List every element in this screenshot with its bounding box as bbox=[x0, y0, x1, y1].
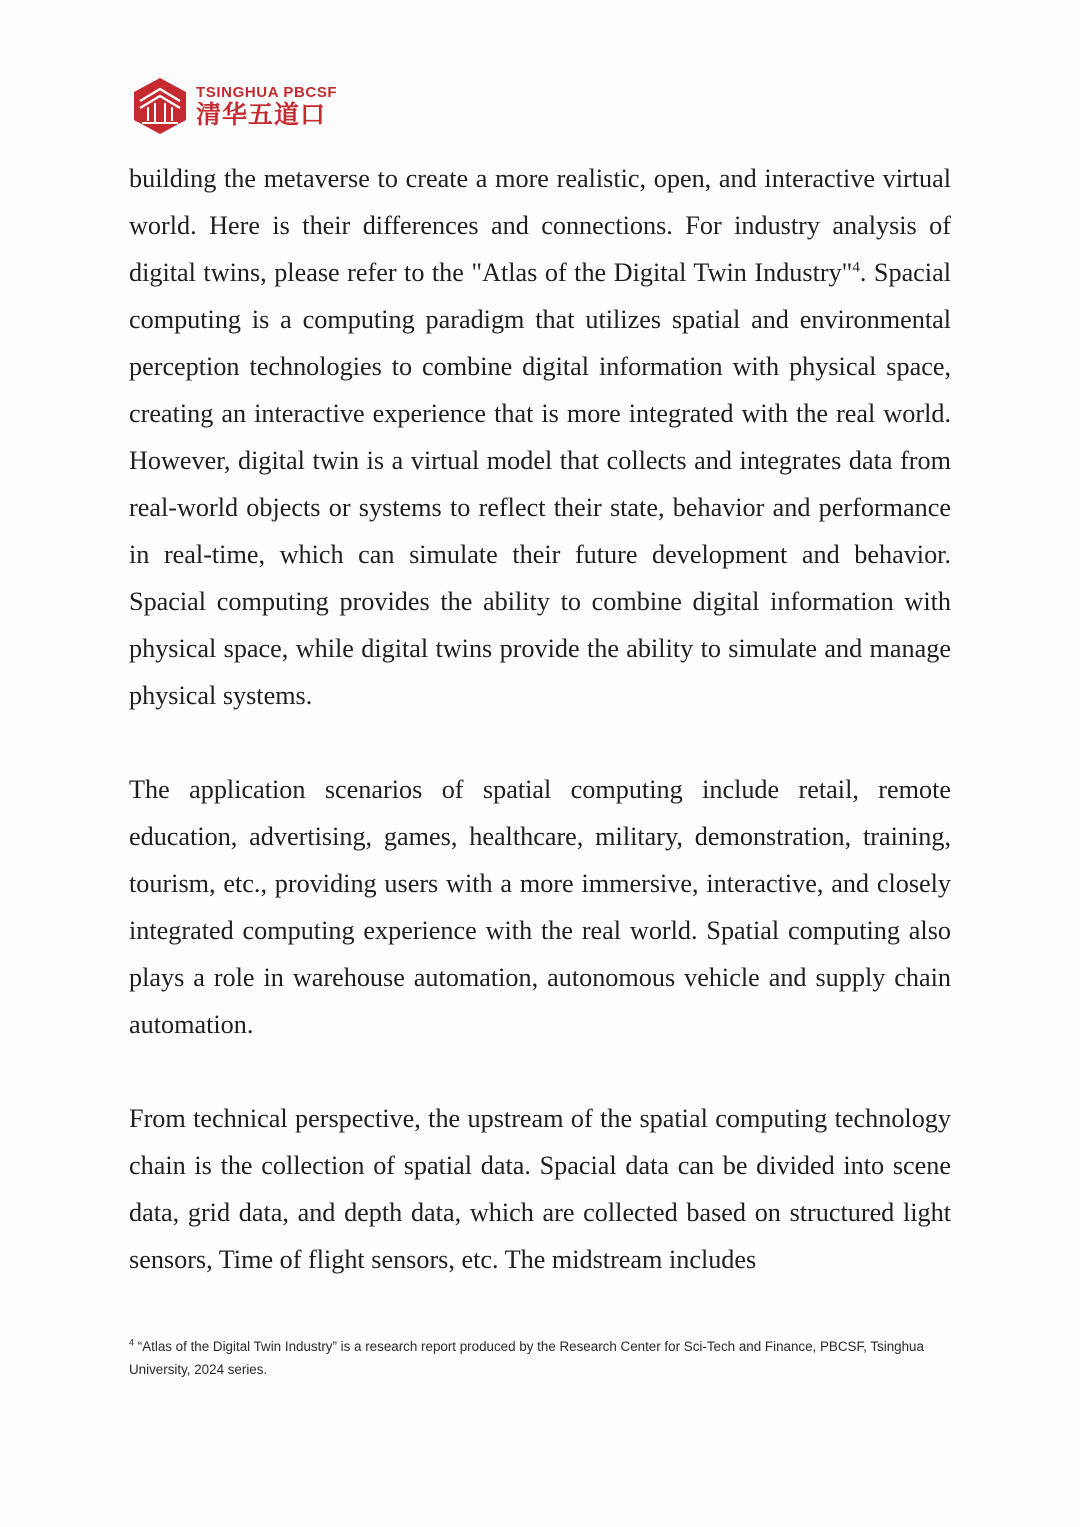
footnote-text: “Atlas of the Digital Twin Industry” is a research report produced by the Research Center for Sci-Tech and Finance, PBCSF, Tsinghua University, 2024 series. bbox=[129, 1339, 924, 1377]
logo-english-name: TSINGHUA PBCSF bbox=[196, 83, 338, 101]
paragraph-spacer bbox=[129, 1048, 951, 1095]
footnote-number: 4 bbox=[129, 1337, 135, 1348]
paragraph-1-text-b: . Spacial computing is a computing paradigm that utilizes spatial and environmental perception technologies to combine digital information with physical space, creating an interactive experience that is more integrated with the real world. However, digital twin is a virtual model that collects and integrates data from real-world objects or systems to reflect their state, behavior and performance in real-time, which can simulate their future development and behavior. Spacial computing provides the ability to combine digital information with physical space, while digital twins provide the ability to simulate and manage physical systems. bbox=[129, 258, 951, 710]
footnote bbox=[129, 1335, 951, 1381]
paragraph-spacer bbox=[129, 719, 951, 766]
paragraph-1 bbox=[129, 155, 951, 719]
paragraph-1-text-a: building the metaverse to create a more realistic, open, and interactive virtual world. Here is their differences and connections. For industry analysis of digital twins, please refer to the "Atlas of the Digital Twin Industry" bbox=[129, 164, 951, 287]
footnote-reference: 4 bbox=[852, 259, 860, 276]
main-content bbox=[129, 155, 951, 1283]
paragraph-3: From technical perspective, the upstream of the spatial computing technology chain is the collection of spatial data. Spacial data can be divided into scene data, grid data, and depth data, which are collected based on structured light sensors, Time of flight sensors, etc. The midstream includes bbox=[129, 1104, 951, 1274]
paragraph-2: The application scenarios of spatial computing include retail, remote education, advertising, games, healthcare, military, demonstration, training, tourism, etc., providing users with a more immersive, interactive, and closely integrated computing experience with the real world. Spatial computing also plays a role in warehouse automation, autonomous vehicle and supply chain automation. bbox=[129, 775, 951, 1039]
logo-chinese-name: 清华五道口 bbox=[196, 99, 327, 129]
logo-text bbox=[196, 84, 337, 129]
header bbox=[132, 76, 337, 136]
tsinghua-logo-icon bbox=[132, 77, 188, 135]
